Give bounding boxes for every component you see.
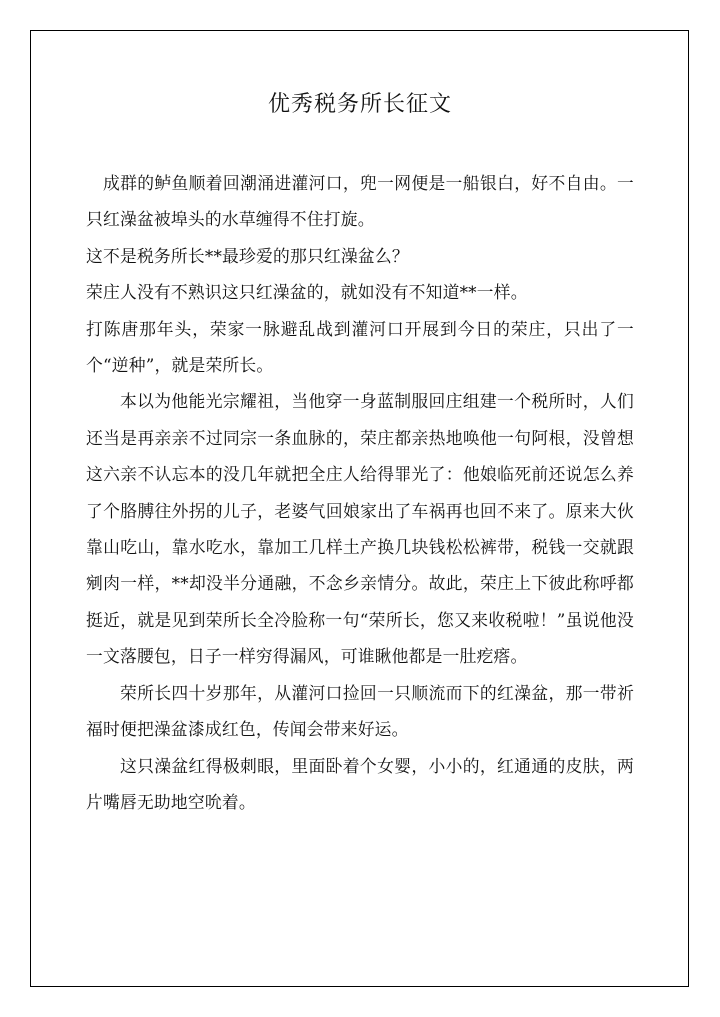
paragraph-1: 成群的鲈鱼顺着回潮涌进灌河口，兜一网便是一船银白，好不自由。一只红澡盆被埠头的水草缠得不住打旋。 <box>86 173 634 230</box>
paragraph-5: 本以为他能光宗耀祖，当他穿一身蓝制服回庄组建一个税所时，人们还当是再亲亲不过同宗一条血脉的，荣庄都亲热地唤他一句阿根，没曾想这六亲不认忘本的没几年就把全庄人给得罪光了：他娘临死前还说怎么养了个胳膊往外拐的儿子，老婆气回娘家出了车祸再也回不来了。原来大伙靠山吃山，靠水吃水，靠加工几样土产换几块钱松松裤带，税钱一交就跟剜肉一样，**却没半分通融，不念乡亲情分。故此，荣庄上下彼此称呼都挺近，就是见到荣所长全冷脸称一句“荣所长，您又来收税啦！”虽说他没一文落腰包，日子一样穷得漏风，可谁瞅他都是一肚疙瘩。 <box>86 391 634 667</box>
document-title: 优秀税务所长征文 <box>267 92 452 117</box>
paragraph-2: 这不是税务所长**最珍爱的那只红澡盆么？ <box>86 245 409 266</box>
paragraph-6: 荣所长四十岁那年，从灌河口捡回一只顺流而下的红澡盆，那一带祈福时便把澡盆漆成红色，传闻会带来好运。 <box>86 682 634 740</box>
paragraph-4: 打陈唐那年头，荣家一脉避乱战到灌河口开展到今日的荣庄，只出了一个“逆种”，就是荣所长。 <box>86 318 634 376</box>
paragraph-7: 这只澡盆红得极刺眼，里面卧着个女婴，小小的，红通通的皮肤，两片嘴唇无助地空吮着。 <box>86 755 634 812</box>
paragraph-3: 荣庄人没有不熟识这只红澡盆的，就如没有不知道**一样。 <box>86 282 528 303</box>
document-body <box>86 165 634 820</box>
